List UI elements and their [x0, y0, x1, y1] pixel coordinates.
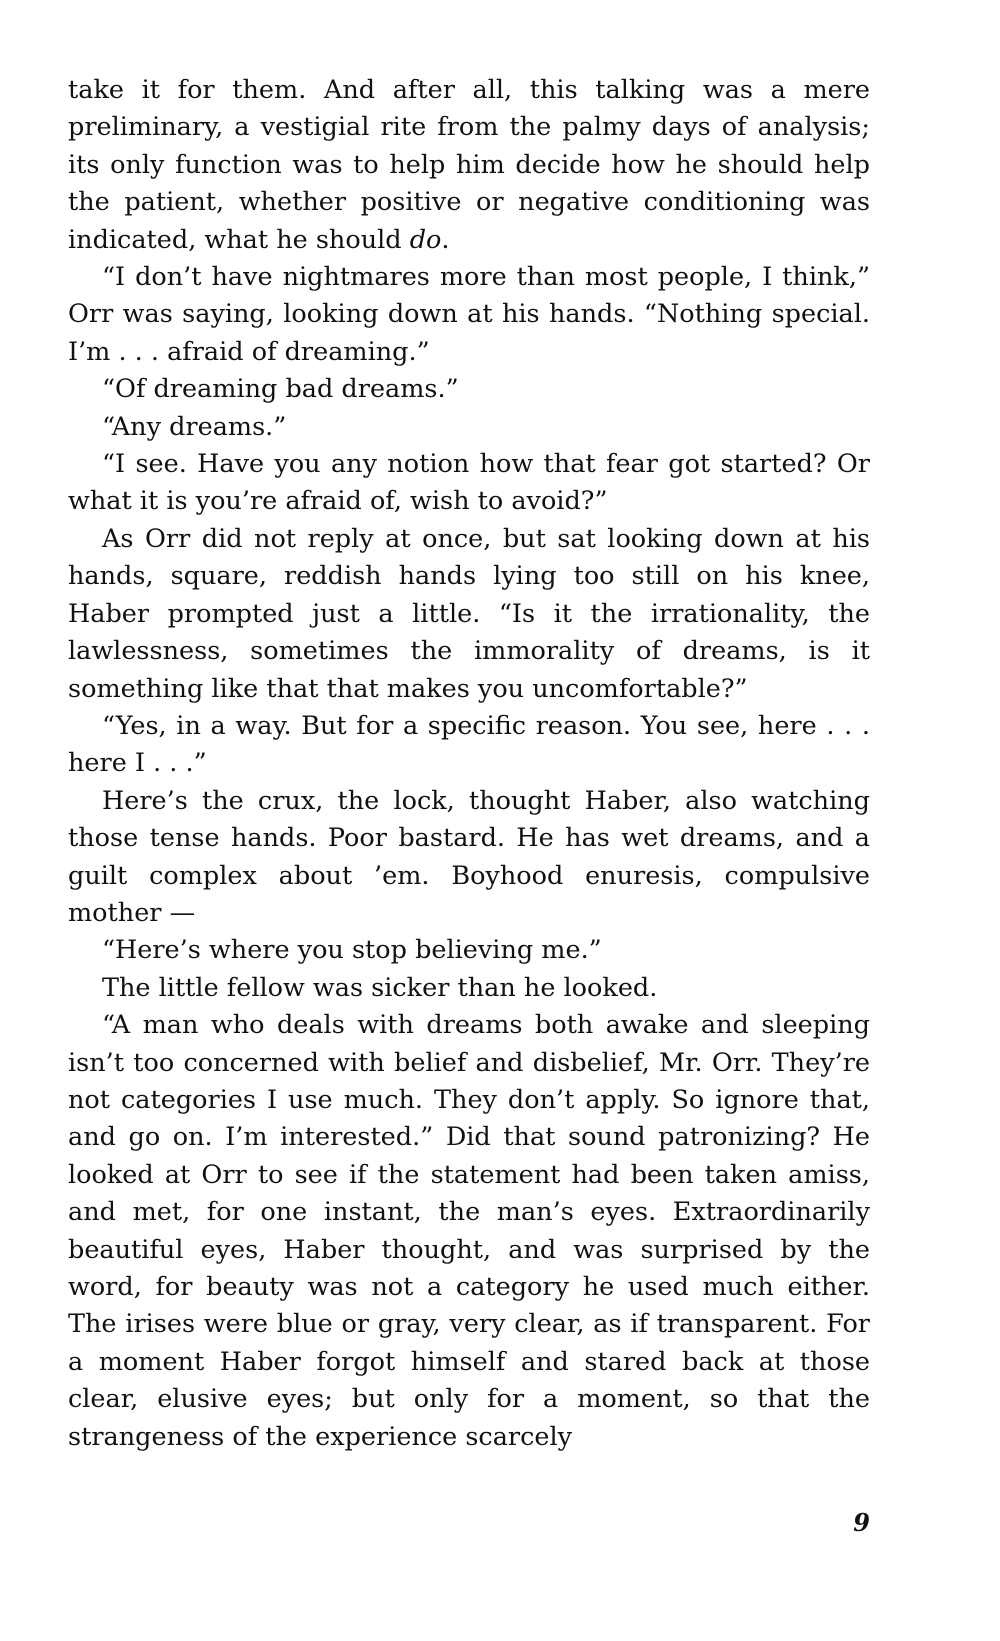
book-page-text [68, 72, 870, 1456]
paragraph-11: “A man who deals with dreams both awake and sleeping isn’t too concerned with belief and disbelief, Mr. Orr. They’re not categories I use much. They don’t apply. So ignore that, and go on. I’m interested.” Did that sound patronizing? He looked at Orr to see if the statement had been taken amiss, and met, for one instant, the man’s eyes. Extraordinarily beautiful eyes, Haber thought, and was surprised by the word, for beauty was not a category he used much either. The irises were blue or gray, very clear, as if transparent. For a moment Haber forgot himself and stared back at those clear, elusive eyes; but only for a moment, so that the strangeness of the experience scarcely [68, 1010, 870, 1452]
paragraph-9: “Here’s where you stop believing me.” [102, 935, 602, 966]
paragraph-8: Here’s the crux, the lock, thought Haber, also watching those tense hands. Poor bastard. He has wet dreams, and a guilt complex about ’em. Boyhood enuresis, compulsive mother — [68, 785, 870, 928]
emphasized-word: do [409, 224, 442, 255]
paragraph-1: take it for them. And after all, this talking was a mere preliminary, a vestigial rite from the palmy days of analysis; its only function was to help him decide how he should help the patient, whether positive or negative conditioning was indicated, what he should do. [68, 75, 870, 255]
paragraph-4: “Any dreams.” [102, 411, 287, 442]
paragraph-3: “Of dreaming bad dreams.” [102, 374, 459, 405]
paragraph-5: “I see. Have you any notion how that fear got started? Or what it is you’re afraid of, wish to avoid?” [68, 449, 870, 517]
paragraph-6: As Orr did not reply at once, but sat looking down at his hands, square, reddish hands lying too still on his knee, Haber prompted just a little. “Is it the irrationality, the lawlessness, sometimes the immorality of dreams, is it something like that that makes you uncomfortable?” [68, 523, 870, 704]
paragraph-7: “Yes, in a way. But for a specific reason. You see, here . . . here I . . .” [68, 710, 870, 779]
paragraph-10: The little fellow was sicker than he looked. [102, 972, 658, 1003]
page-number: 9 [853, 1508, 870, 1537]
paragraph-2: “I don’t have nightmares more than most people, I think,” Orr was saying, looking down at his hands. “Nothing special. I’m . . . afraid of dreaming.” [68, 262, 870, 367]
